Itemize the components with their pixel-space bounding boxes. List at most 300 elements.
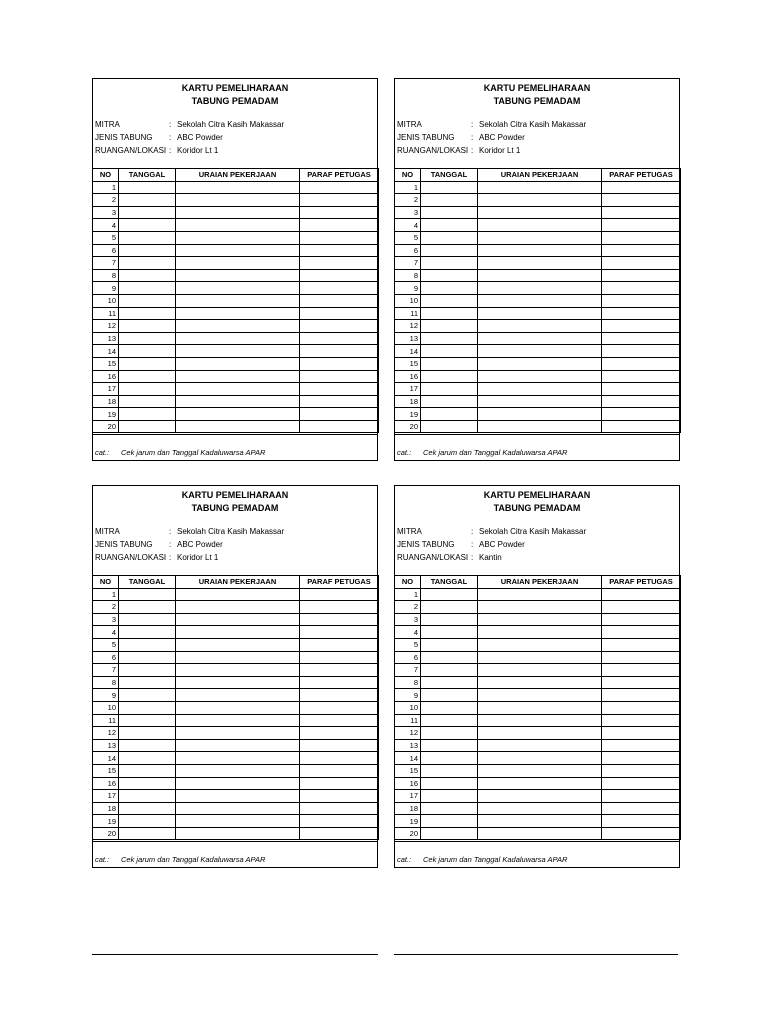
table-row (93, 601, 379, 614)
tanggal-cell[interactable] (421, 219, 478, 232)
tanggal-cell[interactable] (119, 638, 176, 651)
header-uraian-pekerjaan: URAIAN PEKERJAAN (478, 169, 602, 182)
row-number: 2 (395, 601, 421, 614)
tanggal-cell[interactable] (421, 752, 478, 765)
paraf-petugas-cell[interactable] (602, 676, 681, 689)
table-row (395, 764, 681, 777)
paraf-petugas-cell[interactable] (602, 802, 681, 815)
uraian-pekerjaan-cell[interactable] (478, 282, 602, 295)
uraian-pekerjaan-cell[interactable] (176, 320, 300, 333)
tanggal-cell[interactable] (119, 370, 176, 383)
paraf-petugas-cell[interactable] (602, 320, 681, 333)
table-row (93, 357, 379, 370)
uraian-pekerjaan-cell[interactable] (176, 676, 300, 689)
uraian-pekerjaan-cell[interactable] (176, 257, 300, 270)
table-row (395, 676, 681, 689)
tanggal-cell[interactable] (119, 345, 176, 358)
uraian-pekerjaan-cell[interactable] (176, 370, 300, 383)
paraf-petugas-cell[interactable] (602, 727, 681, 740)
card-info (395, 118, 679, 157)
paraf-petugas-cell[interactable] (300, 664, 379, 677)
uraian-pekerjaan-cell[interactable] (478, 370, 602, 383)
info-row-ruangan-lokasi (397, 551, 679, 564)
uraian-pekerjaan-cell[interactable] (478, 588, 602, 601)
row-number: 16 (93, 777, 119, 790)
tanggal-cell[interactable] (119, 727, 176, 740)
row-number: 4 (395, 219, 421, 232)
tanggal-cell[interactable] (119, 676, 176, 689)
paraf-petugas-cell[interactable] (602, 752, 681, 765)
tanggal-cell[interactable] (119, 601, 176, 614)
paraf-petugas-cell[interactable] (602, 664, 681, 677)
paraf-petugas-cell[interactable] (300, 752, 379, 765)
paraf-petugas-cell[interactable] (300, 739, 379, 752)
uraian-pekerjaan-cell[interactable] (478, 345, 602, 358)
card-title-line-1: KARTU PEMELIHARAAN (181, 490, 289, 500)
uraian-pekerjaan-cell[interactable] (176, 282, 300, 295)
uraian-pekerjaan-cell[interactable] (478, 664, 602, 677)
uraian-pekerjaan-cell[interactable] (478, 701, 602, 714)
uraian-pekerjaan-cell[interactable] (176, 739, 300, 752)
table-row (93, 345, 379, 358)
tanggal-cell[interactable] (421, 420, 478, 433)
tanggal-cell[interactable] (119, 307, 176, 320)
row-number: 16 (93, 370, 119, 383)
row-number: 20 (395, 827, 421, 840)
uraian-pekerjaan-cell[interactable] (176, 790, 300, 803)
uraian-pekerjaan-cell[interactable] (176, 383, 300, 396)
row-number: 3 (395, 206, 421, 219)
uraian-pekerjaan-cell[interactable] (478, 777, 602, 790)
paraf-petugas-cell[interactable] (602, 613, 681, 626)
paraf-petugas-cell[interactable] (300, 802, 379, 815)
paraf-petugas-cell[interactable] (602, 395, 681, 408)
table-row (93, 651, 379, 664)
paraf-petugas-cell[interactable] (602, 194, 681, 207)
uraian-pekerjaan-cell[interactable] (176, 395, 300, 408)
tanggal-cell[interactable] (119, 383, 176, 396)
uraian-pekerjaan-cell[interactable] (478, 689, 602, 702)
paraf-petugas-cell[interactable] (300, 332, 379, 345)
uraian-pekerjaan-cell[interactable] (176, 802, 300, 815)
paraf-petugas-cell[interactable] (300, 714, 379, 727)
paraf-petugas-cell[interactable] (602, 231, 681, 244)
jenis-tabung-label: JENIS TABUNG (397, 540, 455, 549)
uraian-pekerjaan-cell[interactable] (478, 320, 602, 333)
paraf-petugas-cell[interactable] (300, 395, 379, 408)
paraf-petugas-cell[interactable] (300, 777, 379, 790)
tanggal-cell[interactable] (421, 664, 478, 677)
card-top-right (394, 78, 680, 461)
paraf-petugas-cell[interactable] (300, 420, 379, 433)
tanggal-cell[interactable] (421, 701, 478, 714)
footer-divider-left (92, 954, 378, 955)
card-info (395, 525, 679, 564)
paraf-petugas-cell[interactable] (602, 257, 681, 270)
uraian-pekerjaan-cell[interactable] (478, 181, 602, 194)
paraf-petugas-cell[interactable] (602, 701, 681, 714)
uraian-pekerjaan-cell[interactable] (176, 206, 300, 219)
uraian-pekerjaan-cell[interactable] (176, 638, 300, 651)
tanggal-cell[interactable] (421, 802, 478, 815)
uraian-pekerjaan-cell[interactable] (176, 244, 300, 257)
ruangan-lokasi-value: Koridor Lt 1 (177, 553, 219, 562)
uraian-pekerjaan-cell[interactable] (176, 269, 300, 282)
uraian-pekerjaan-cell[interactable] (478, 294, 602, 307)
uraian-pekerjaan-cell[interactable] (176, 294, 300, 307)
uraian-pekerjaan-cell[interactable] (176, 701, 300, 714)
tanggal-cell[interactable] (119, 294, 176, 307)
tanggal-cell[interactable] (119, 664, 176, 677)
tanggal-cell[interactable] (119, 420, 176, 433)
uraian-pekerjaan-cell[interactable] (478, 764, 602, 777)
paraf-petugas-cell[interactable] (300, 727, 379, 740)
paraf-petugas-cell[interactable] (602, 282, 681, 295)
paraf-petugas-cell[interactable] (300, 194, 379, 207)
uraian-pekerjaan-cell[interactable] (176, 408, 300, 421)
uraian-pekerjaan-cell[interactable] (478, 357, 602, 370)
paraf-petugas-cell[interactable] (602, 219, 681, 232)
tanggal-cell[interactable] (421, 827, 478, 840)
uraian-pekerjaan-cell[interactable] (176, 689, 300, 702)
paraf-petugas-cell[interactable] (300, 257, 379, 270)
table-row (395, 219, 681, 232)
paraf-petugas-cell[interactable] (300, 282, 379, 295)
tanggal-cell[interactable] (119, 357, 176, 370)
row-number: 18 (93, 395, 119, 408)
row-number: 5 (93, 638, 119, 651)
paraf-petugas-cell[interactable] (602, 345, 681, 358)
uraian-pekerjaan-cell[interactable] (478, 651, 602, 664)
paraf-petugas-cell[interactable] (602, 714, 681, 727)
tanggal-cell[interactable] (119, 181, 176, 194)
tanggal-cell[interactable] (119, 395, 176, 408)
uraian-pekerjaan-cell[interactable] (478, 383, 602, 396)
uraian-pekerjaan-cell[interactable] (478, 194, 602, 207)
uraian-pekerjaan-cell[interactable] (478, 714, 602, 727)
tanggal-cell[interactable] (119, 752, 176, 765)
maintenance-log-table (394, 575, 681, 840)
note-text (95, 448, 265, 457)
row-number: 4 (93, 626, 119, 639)
tanggal-cell[interactable] (421, 357, 478, 370)
paraf-petugas-cell[interactable] (300, 294, 379, 307)
paraf-petugas-cell[interactable] (602, 244, 681, 257)
paraf-petugas-cell[interactable] (602, 815, 681, 828)
tanggal-cell[interactable] (421, 689, 478, 702)
tanggal-cell[interactable] (119, 613, 176, 626)
uraian-pekerjaan-cell[interactable] (478, 219, 602, 232)
tanggal-cell[interactable] (119, 714, 176, 727)
uraian-pekerjaan-cell[interactable] (478, 206, 602, 219)
tanggal-cell[interactable] (421, 345, 478, 358)
uraian-pekerjaan-cell[interactable] (176, 827, 300, 840)
uraian-pekerjaan-cell[interactable] (478, 676, 602, 689)
paraf-petugas-cell[interactable] (300, 307, 379, 320)
tanggal-cell[interactable] (421, 370, 478, 383)
tanggal-cell[interactable] (421, 676, 478, 689)
paraf-petugas-cell[interactable] (300, 345, 379, 358)
tanggal-cell[interactable] (421, 764, 478, 777)
info-row-mitra (95, 118, 377, 131)
paraf-petugas-cell[interactable] (300, 370, 379, 383)
tanggal-cell[interactable] (421, 257, 478, 270)
tanggal-cell[interactable] (119, 777, 176, 790)
paraf-petugas-cell[interactable] (300, 320, 379, 333)
uraian-pekerjaan-cell[interactable] (176, 219, 300, 232)
paraf-petugas-cell[interactable] (300, 408, 379, 421)
paraf-petugas-cell[interactable] (300, 676, 379, 689)
paraf-petugas-cell[interactable] (300, 701, 379, 714)
uraian-pekerjaan-cell[interactable] (176, 764, 300, 777)
paraf-petugas-cell[interactable] (300, 219, 379, 232)
paraf-petugas-cell[interactable] (602, 764, 681, 777)
tanggal-cell[interactable] (421, 588, 478, 601)
tanggal-cell[interactable] (119, 244, 176, 257)
paraf-petugas-cell[interactable] (602, 269, 681, 282)
row-number: 17 (93, 790, 119, 803)
tanggal-cell[interactable] (119, 332, 176, 345)
paraf-petugas-cell[interactable] (602, 638, 681, 651)
paraf-petugas-cell[interactable] (602, 307, 681, 320)
tanggal-cell[interactable] (421, 194, 478, 207)
uraian-pekerjaan-cell[interactable] (176, 420, 300, 433)
tanggal-cell[interactable] (421, 395, 478, 408)
tanggal-cell[interactable] (421, 231, 478, 244)
uraian-pekerjaan-cell[interactable] (478, 601, 602, 614)
paraf-petugas-cell[interactable] (602, 626, 681, 639)
uraian-pekerjaan-cell[interactable] (176, 231, 300, 244)
paraf-petugas-cell[interactable] (602, 181, 681, 194)
tanggal-cell[interactable] (421, 282, 478, 295)
uraian-pekerjaan-cell[interactable] (176, 777, 300, 790)
paraf-petugas-cell[interactable] (602, 294, 681, 307)
row-number: 10 (93, 294, 119, 307)
table-row (395, 383, 681, 396)
tanggal-cell[interactable] (119, 701, 176, 714)
tanggal-cell[interactable] (119, 790, 176, 803)
tanggal-cell[interactable] (119, 739, 176, 752)
tanggal-cell[interactable] (119, 206, 176, 219)
tanggal-cell[interactable] (421, 638, 478, 651)
tanggal-cell[interactable] (421, 601, 478, 614)
paraf-petugas-cell[interactable] (300, 206, 379, 219)
uraian-pekerjaan-cell[interactable] (478, 790, 602, 803)
uraian-pekerjaan-cell[interactable] (176, 332, 300, 345)
tanggal-cell[interactable] (119, 689, 176, 702)
uraian-pekerjaan-cell[interactable] (478, 420, 602, 433)
mitra-label: MITRA (397, 527, 422, 536)
row-number: 16 (395, 777, 421, 790)
tanggal-cell[interactable] (421, 383, 478, 396)
tanggal-cell[interactable] (119, 588, 176, 601)
tanggal-cell[interactable] (119, 651, 176, 664)
paraf-petugas-cell[interactable] (300, 689, 379, 702)
tanggal-cell[interactable] (119, 626, 176, 639)
header-tanggal: TANGGAL (421, 169, 478, 182)
paraf-petugas-cell[interactable] (300, 601, 379, 614)
note-label: cat.: (397, 855, 412, 864)
uraian-pekerjaan-cell[interactable] (176, 815, 300, 828)
tanggal-cell[interactable] (119, 194, 176, 207)
tanggal-cell[interactable] (119, 282, 176, 295)
tanggal-cell[interactable] (119, 764, 176, 777)
paraf-petugas-cell[interactable] (602, 383, 681, 396)
table-row (93, 638, 379, 651)
uraian-pekerjaan-cell[interactable] (176, 613, 300, 626)
tanggal-cell[interactable] (421, 626, 478, 639)
tanggal-cell[interactable] (421, 244, 478, 257)
uraian-pekerjaan-cell[interactable] (478, 332, 602, 345)
tanggal-cell[interactable] (421, 739, 478, 752)
paraf-petugas-cell[interactable] (300, 764, 379, 777)
tanggal-cell[interactable] (421, 777, 478, 790)
tanggal-cell[interactable] (421, 651, 478, 664)
uraian-pekerjaan-cell[interactable] (478, 613, 602, 626)
table-row (93, 727, 379, 740)
paraf-petugas-cell[interactable] (602, 206, 681, 219)
uraian-pekerjaan-cell[interactable] (478, 257, 602, 270)
uraian-pekerjaan-cell[interactable] (478, 395, 602, 408)
paraf-petugas-cell[interactable] (602, 777, 681, 790)
table-row (93, 194, 379, 207)
table-row (395, 194, 681, 207)
table-row (93, 790, 379, 803)
tanggal-cell[interactable] (119, 408, 176, 421)
paraf-petugas-cell[interactable] (602, 790, 681, 803)
uraian-pekerjaan-cell[interactable] (478, 802, 602, 815)
uraian-pekerjaan-cell[interactable] (478, 815, 602, 828)
paraf-petugas-cell[interactable] (300, 790, 379, 803)
paraf-petugas-cell[interactable] (300, 357, 379, 370)
tanggal-cell[interactable] (421, 815, 478, 828)
table-row (93, 420, 379, 433)
row-number: 17 (395, 790, 421, 803)
uraian-pekerjaan-cell[interactable] (176, 714, 300, 727)
tanggal-cell[interactable] (421, 181, 478, 194)
mitra-colon: : (471, 527, 474, 536)
tanggal-cell[interactable] (421, 332, 478, 345)
paraf-petugas-cell[interactable] (602, 357, 681, 370)
row-number: 13 (395, 739, 421, 752)
paraf-petugas-cell[interactable] (300, 383, 379, 396)
ruangan-lokasi-label: RUANGAN/LOKASI (95, 553, 167, 562)
table-row (93, 815, 379, 828)
uraian-pekerjaan-cell[interactable] (478, 408, 602, 421)
tanggal-cell[interactable] (421, 294, 478, 307)
uraian-pekerjaan-cell[interactable] (176, 588, 300, 601)
paraf-petugas-cell[interactable] (300, 815, 379, 828)
uraian-pekerjaan-cell[interactable] (176, 752, 300, 765)
uraian-pekerjaan-cell[interactable] (478, 626, 602, 639)
paraf-petugas-cell[interactable] (602, 689, 681, 702)
paraf-petugas-cell[interactable] (300, 244, 379, 257)
uraian-pekerjaan-cell[interactable] (176, 357, 300, 370)
tanggal-cell[interactable] (421, 307, 478, 320)
row-number: 20 (395, 420, 421, 433)
row-number: 10 (395, 701, 421, 714)
uraian-pekerjaan-cell[interactable] (478, 739, 602, 752)
uraian-pekerjaan-cell[interactable] (176, 194, 300, 207)
table-row (93, 257, 379, 270)
paraf-petugas-cell[interactable] (300, 638, 379, 651)
tanggal-cell[interactable] (421, 320, 478, 333)
tanggal-cell[interactable] (421, 408, 478, 421)
paraf-petugas-cell[interactable] (300, 613, 379, 626)
table-row (93, 244, 379, 257)
paraf-petugas-cell[interactable] (300, 626, 379, 639)
tanggal-cell[interactable] (421, 206, 478, 219)
row-number: 3 (93, 206, 119, 219)
paraf-petugas-cell[interactable] (602, 827, 681, 840)
row-number: 16 (395, 370, 421, 383)
tanggal-cell[interactable] (119, 802, 176, 815)
paraf-petugas-cell[interactable] (300, 181, 379, 194)
uraian-pekerjaan-cell[interactable] (478, 244, 602, 257)
note-content: Cek jarum dan Tanggal Kadaluwarsa APAR (423, 448, 568, 457)
tanggal-cell[interactable] (119, 815, 176, 828)
tanggal-cell[interactable] (119, 320, 176, 333)
paraf-petugas-cell[interactable] (300, 827, 379, 840)
uraian-pekerjaan-cell[interactable] (478, 307, 602, 320)
uraian-pekerjaan-cell[interactable] (176, 601, 300, 614)
paraf-petugas-cell[interactable] (602, 588, 681, 601)
paraf-petugas-cell[interactable] (602, 420, 681, 433)
paraf-petugas-cell[interactable] (602, 739, 681, 752)
uraian-pekerjaan-cell[interactable] (176, 626, 300, 639)
row-number: 11 (395, 307, 421, 320)
uraian-pekerjaan-cell[interactable] (478, 827, 602, 840)
uraian-pekerjaan-cell[interactable] (176, 307, 300, 320)
tanggal-cell[interactable] (421, 790, 478, 803)
uraian-pekerjaan-cell[interactable] (176, 345, 300, 358)
paraf-petugas-cell[interactable] (602, 408, 681, 421)
tanggal-cell[interactable] (119, 219, 176, 232)
tanggal-cell[interactable] (421, 613, 478, 626)
uraian-pekerjaan-cell[interactable] (176, 727, 300, 740)
tanggal-cell[interactable] (421, 714, 478, 727)
paraf-petugas-cell[interactable] (602, 370, 681, 383)
table-row (93, 282, 379, 295)
tanggal-cell[interactable] (119, 257, 176, 270)
ruangan-lokasi-value: Koridor Lt 1 (479, 146, 521, 155)
paraf-petugas-cell[interactable] (602, 651, 681, 664)
tanggal-cell[interactable] (421, 727, 478, 740)
uraian-pekerjaan-cell[interactable] (478, 269, 602, 282)
paraf-petugas-cell[interactable] (602, 601, 681, 614)
uraian-pekerjaan-cell[interactable] (478, 231, 602, 244)
uraian-pekerjaan-cell[interactable] (176, 651, 300, 664)
table-row (93, 383, 379, 396)
tanggal-cell[interactable] (421, 269, 478, 282)
paraf-petugas-cell[interactable] (300, 651, 379, 664)
uraian-pekerjaan-cell[interactable] (478, 727, 602, 740)
table-header-row (395, 169, 681, 182)
paraf-petugas-cell[interactable] (300, 588, 379, 601)
uraian-pekerjaan-cell[interactable] (478, 638, 602, 651)
tanggal-cell[interactable] (119, 231, 176, 244)
uraian-pekerjaan-cell[interactable] (478, 752, 602, 765)
header-paraf-petugas: PARAF PETUGAS (602, 169, 681, 182)
paraf-petugas-cell[interactable] (300, 269, 379, 282)
uraian-pekerjaan-cell[interactable] (176, 181, 300, 194)
tanggal-cell[interactable] (119, 269, 176, 282)
tanggal-cell[interactable] (119, 827, 176, 840)
note-area (92, 434, 378, 461)
uraian-pekerjaan-cell[interactable] (176, 664, 300, 677)
paraf-petugas-cell[interactable] (300, 231, 379, 244)
paraf-petugas-cell[interactable] (602, 332, 681, 345)
